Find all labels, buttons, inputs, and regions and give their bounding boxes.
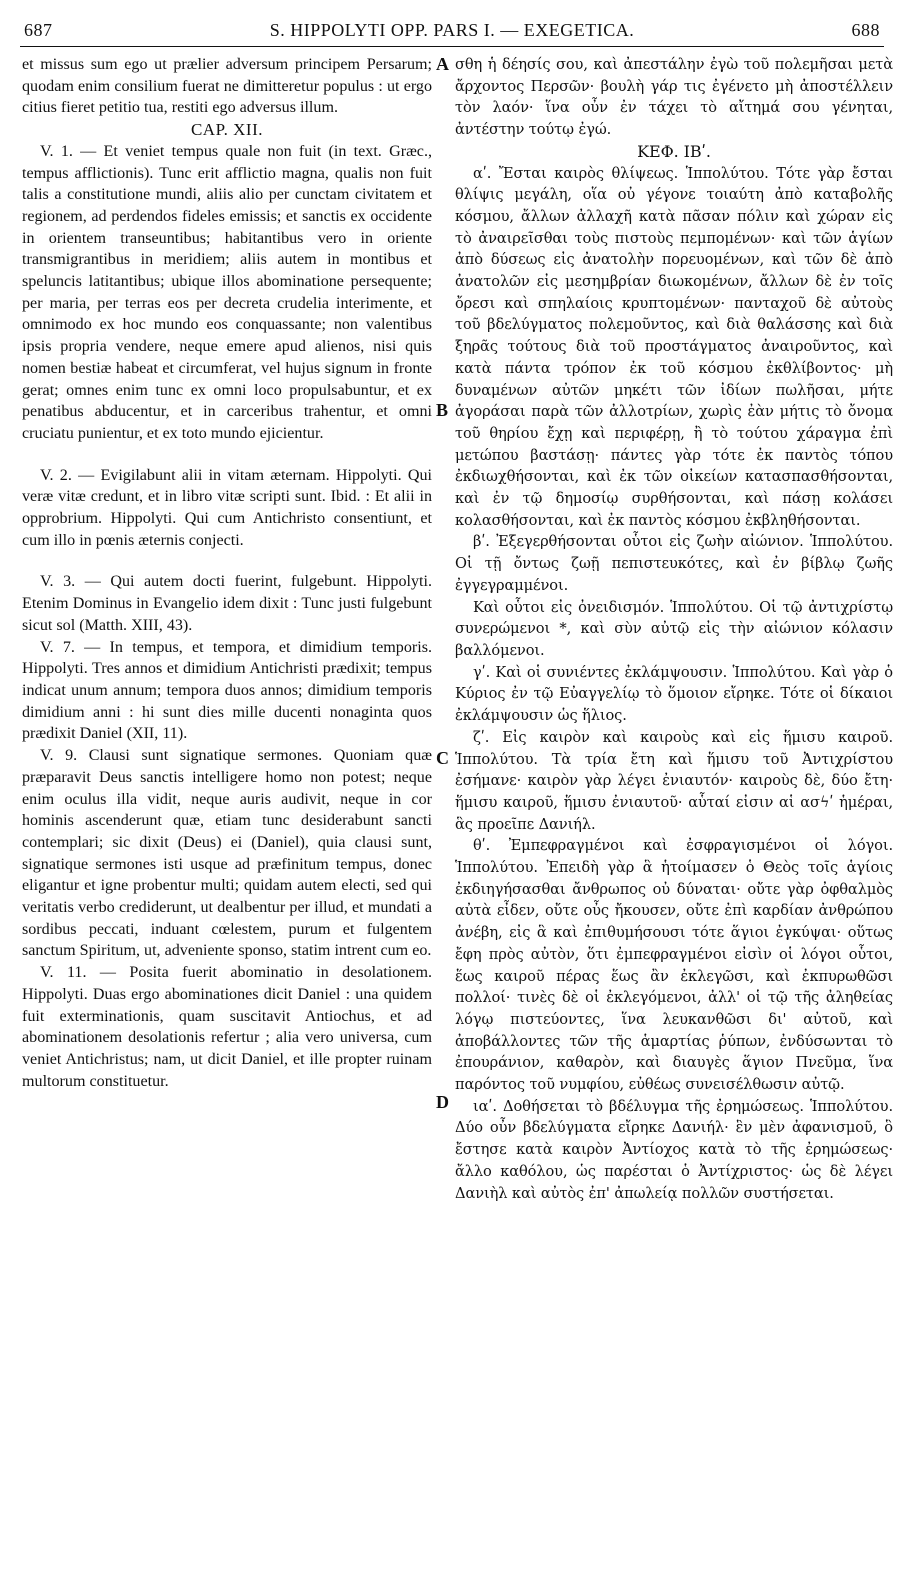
greek-paragraph: βʹ. Ἐξεγερθήσονται οὗτοι εἰς ζωὴν αἰώνιον. Ἱππολύτου. Οἱ τῇ ὄντως ζωῇ πεπιστευκότες, καὶ ἐν βίβλῳ ζωῆς ἐγγεγραμμένοι. [455,533,893,594]
header-rule [20,46,884,47]
greek-column [455,54,893,1204]
latin-paragraph: V. 3. — Qui autem docti fuerint, fulgebunt. Hippolyti. Etenim Dominus in Evangelio idem dixit : Tunc justi fulgebunt sicut sol (Matth. XIII, 43). [22,573,432,634]
latin-paragraph: V. 2. — Evigilabunt alii in vitam æternam. Hippolyti. Qui veræ vitæ credunt, et in libro vitæ scripti sunt. Ibid. : Et alii in opprobrium. Hippolyti. Qui cum Antichristo consentiunt, et cum illo in pœnis æternis conjecti. [22,466,432,549]
greek-paragraph: γʹ. Καὶ οἱ συνιέντες ἐκλάμψουσιν. Ἱππολύτου. Καὶ γὰρ ὁ Κύριος ἐν τῷ Εὐαγγελίῳ τὸ ὅμοιον εἴρηκε. Τότε οἱ δίκαιοι ἐκλάμψουσιν ὡς ἥλιος. [455,663,893,725]
chapter-heading-latin: CAP. XII. [190,120,264,140]
running-title: S. HIPPOLYTI OPP. PARS I. — EXEGETICA. [269,20,635,40]
chapter-heading-greek: ΚΕΦ. ΙΒʹ. [637,141,711,161]
margin-marker-c: C [436,748,449,768]
greek-paragraph: θʹ. Ἐμπεφραγμένοι καὶ ἐσφραγισμένοι οἱ λόγοι. Ἱππολύτου. Ἐπειδὴ γὰρ ἃ ἡτοίμασεν ὁ Θεὸς τοῖς ἁγίοις ἐκδιηγήσασθαι ἄνθρωπος οὐ δύναται· οὔτε γὰρ ὀφθαλμὸς αὐτὰ εἶδεν, οὔτε οὖς ἤκουσεν, οὔτε ἐπὶ καρδίαν ἀνθρώπου ἀνέβη, εἰς ἃ καὶ ἐπιθυμήσουσι τότε ἅγιοι ἐγκύψαι· οὕτως ἔφη πρὸς αὐτὸν, ὅτι ἐμπεφραγμένοι εἰσὶν οἱ λόγοι οὗτοι, ἕως καιροῦ πέρας ἕως ἂν ἐκλεγῶσι, καὶ ἐκπυρωθῶσι πολλοί· τινὲς δὲ οἱ ἐκλεγόμενοι, ἀλλ' οἱ τῷ τῆς ἀληθείας λόγῳ πιστεύοντες, ἵνα λευκανθῶσι δι' αὐτοῦ, καὶ ἀποβάλλοντες τῶν τῆς ἁμαρτίας ῥύπων, ἐνδύσωνται τὸ ἐπουράνιον, καθαρὸν, καὶ διαυγὲς ἅγιον Πνεῦμα, ἵνα παρόντος τοῦ νυμφίου, εὐθέως συνεισέλθωσιν αὐτῷ. [455,837,893,1094]
greek-paragraph: ζʹ. Εἰς καιρὸν καὶ καιροὺς καὶ εἰς ἥμισυ καιροῦ. Ἱππολύτου. Τὰ τρία ἔτη καὶ ἥμισυ τοῦ Ἀντιχρίστου ἐσήμανε· καιρὸν γὰρ λέγει ἐνιαυτόν· καιροὺς δὲ, δύο ἔτη· ἥμισυ καιροῦ, ἥμισυ ἐνιαυτοῦ· αὗταί εἰσιν αἱ ασϟʹ ἡμέραι, ἃς προεῖπε Δανιήλ. [455,728,893,833]
greek-paragraph: αʹ. Ἔσται καιρὸς θλίψεως. Ἱππολύτου. Τότε γὰρ ἔσται θλίψις μεγάλη, οἵα οὐ γέγονε τοιαύτη ἀπὸ καταβολῆς κόσμου, ἄλλων ἀλλαχῆ κατὰ πᾶσαν πόλιν καὶ χώραν εἰς τὸ ἀναιρεῖσθαι τοὺς πιστοὺς πεμπομένων· καὶ τῶν ἁγίων ἀπὸ δύσεως εἰς ἀνατολὴν πορευομένων, καὶ τῶν δὲ ἀπὸ ἀνατολῶν εἰς μεσημβρίαν διωκομένων, ἄλλων δὲ ἐν τοῖς ὄρεσι καὶ σπηλαίοις κρυπτομένων· πανταχοῦ δὲ αὐτοὺς τοῦ βδελύγματος πολεμοῦντος, καὶ διὰ θαλάσσης καὶ διὰ ξηρᾶς τούτους διὰ τοῦ προστάγματος ἀναιροῦντος, καὶ κατὰ πάντα τρόπον ἐκ τοῦ κόσμου ἐκθλίβοντος· μὴ δυναμένων αὐτῶν μηκέτι τῶν ἰδίων πωλῆσαι, μήτε ἀγοράσαι παρὰ τῶν ἀλλοτρίων, χωρὶς ἐὰν μήτις τὸ ὄνομα τοῦ θηρίου ἔχῃ καὶ περιφέρῃ, ἢ τὸ τούτου χάραγμα ἐπὶ μετώπου βαστάσῃ· πάντες γὰρ τότε ἐκ παντὸς τόπου ἐκδιωχθήσονται, καὶ ἐκ τῶν οἰκείων κατασπασθήσονται, καὶ ἐν τῷ δημοσίῳ συρθήσονται, καὶ πάσῃ κολάσει κολασθήσονται, καὶ ἐκ παντὸς κόσμου ἐκβληθήσονται. [455,164,893,529]
margin-marker-a: A [436,54,449,74]
greek-paragraph: σθη ἡ δέησίς σου, καὶ ἀπεστάλην ἐγὼ τοῦ πολεμῆσαι μετὰ ἄρχοντος Περσῶν· βουλὴ γάρ τις ἐγένετο μὴ ἀποστέλλειν τὸν λαόν· ἵνα οὖν ἐν τάχει τὸ αἴτημά σου γένηται, ἀντέστην τούτῳ ἐγώ. [455,56,893,139]
greek-paragraph: Καὶ οὗτοι εἰς ὀνειδισμόν. Ἱππολύτου. Οἱ τῷ ἀντιχρίστῳ συνερώμενοι *, καὶ σὺν αὐτῷ εἰς τὴν αἰώνιον κόλασιν βαλλόμενοι. [455,598,893,659]
latin-paragraph: V. 1. — Et veniet tempus quale non fuit (in text. Græc., tempus afflictionis). Tunc erit afflictio magna, qualis non fuit talis a constitutione mundi, aliis alio per cunctam civitatem et regionem, ad perdendos fideles emissis; et sanctis ex occidente in orientem transeuntibus; habitantibus vero in oriente transmigrantibus in meridiem; aliis autem in montibus et speluncis latitantibus; ubique illos abominatione persequente; per maria, per terras eos per decreta crudelia interimente, et omnimodo ex hoc mundo eos conquassante; non valentibus ipsis propria vendere, neque emere apud alienos, nisi quis nomen bestiæ habeat et circumferat, vel hujus signum in fronte gerat; omnes enim tunc ex omni loco propulsabuntur, et ex penatibus abducentur, et in carceribus trahentur, et omni cruciatu punientur, et ex toto mundo ejicientur. [22,142,432,442]
latin-paragraph: V. 9. Clausi sunt signatique sermones. Quoniam quæ præparavit Deus sanctis intelligere homo non potest; neque enim oculus illa vidit, neque auris audivit, neque in cor hominis ascenderunt quæ, etiam tunc desiderabunt sancti contemplari; sic dixit (Deus) ei (Daniel), quia clausi sunt, signatique sermones isti usque ad præfinitum tempus, donec eligantur et igne probentur multi; quidam autem electi, sed qui veritatis verbo crediderunt, ut dealbentur per illud, et mundati a sordibus peccati, induant cœlestem, purum et fulgentem sanctum Spiritum, ut, adveniente sponso, statim intrent cum eo. [22,747,432,960]
page-number-right: 688 [851,20,880,40]
page-number-left: 687 [24,20,53,40]
latin-paragraph: V. 11. — Posita fuerit abominatio in desolationem. Hippolyti. Duas ergo abominationes dicit Daniel : una quidem fuit exterminationis, quam suscitavit Antiochus, et ad abominationem desolationis refertur ; alia vero universa, cum veniet Antichristus; nam, ut dicit Daniel, et ille propter ruinam multorum constituetur. [22,964,432,1090]
latin-paragraph: V. 7. — In tempus, et tempora, et dimidium temporis. Hippolyti. Tres annos et dimidium Antichristi prædixit; tempus indicat unum annum; tempora duos annos; dimidium temporis dimidium anni : hi sunt dies mille ducenti nonaginta quos prædixit Daniel (XII, 11). [22,638,432,743]
margin-marker-d: D [436,1092,449,1112]
running-header [20,12,884,48]
latin-paragraph: et missus sum ego ut prælier adversum principem Persarum; quodam enim consilium fuerat ne dimitteretur populus : ut ergo citius fieret petitio tua, restiti ego adversus illum. [22,56,432,117]
greek-paragraph: ιαʹ. Δοθήσεται τὸ βδέλυγμα τῆς ἐρημώσεως. Ἱππολύτου. Δύο οὖν βδελύγματα εἴρηκε Δανιήλ· ἓν μὲν ἀφανισμοῦ, ὃ ἔστησε κατὰ καιρὸν Ἀντίοχος κατὰ τὸ τῆς ἐρημώσεως· ἄλλο καθόλου, ὡς παρέσται ὁ Ἀντίχριστος· ὡς δὲ λέγει Δανιὴλ καὶ αὐτὸς ἐπ' ἀπωλείᾳ πολλῶν συστήσεται. [455,1097,893,1202]
latin-column [22,54,432,1092]
margin-marker-b: B [436,400,449,420]
